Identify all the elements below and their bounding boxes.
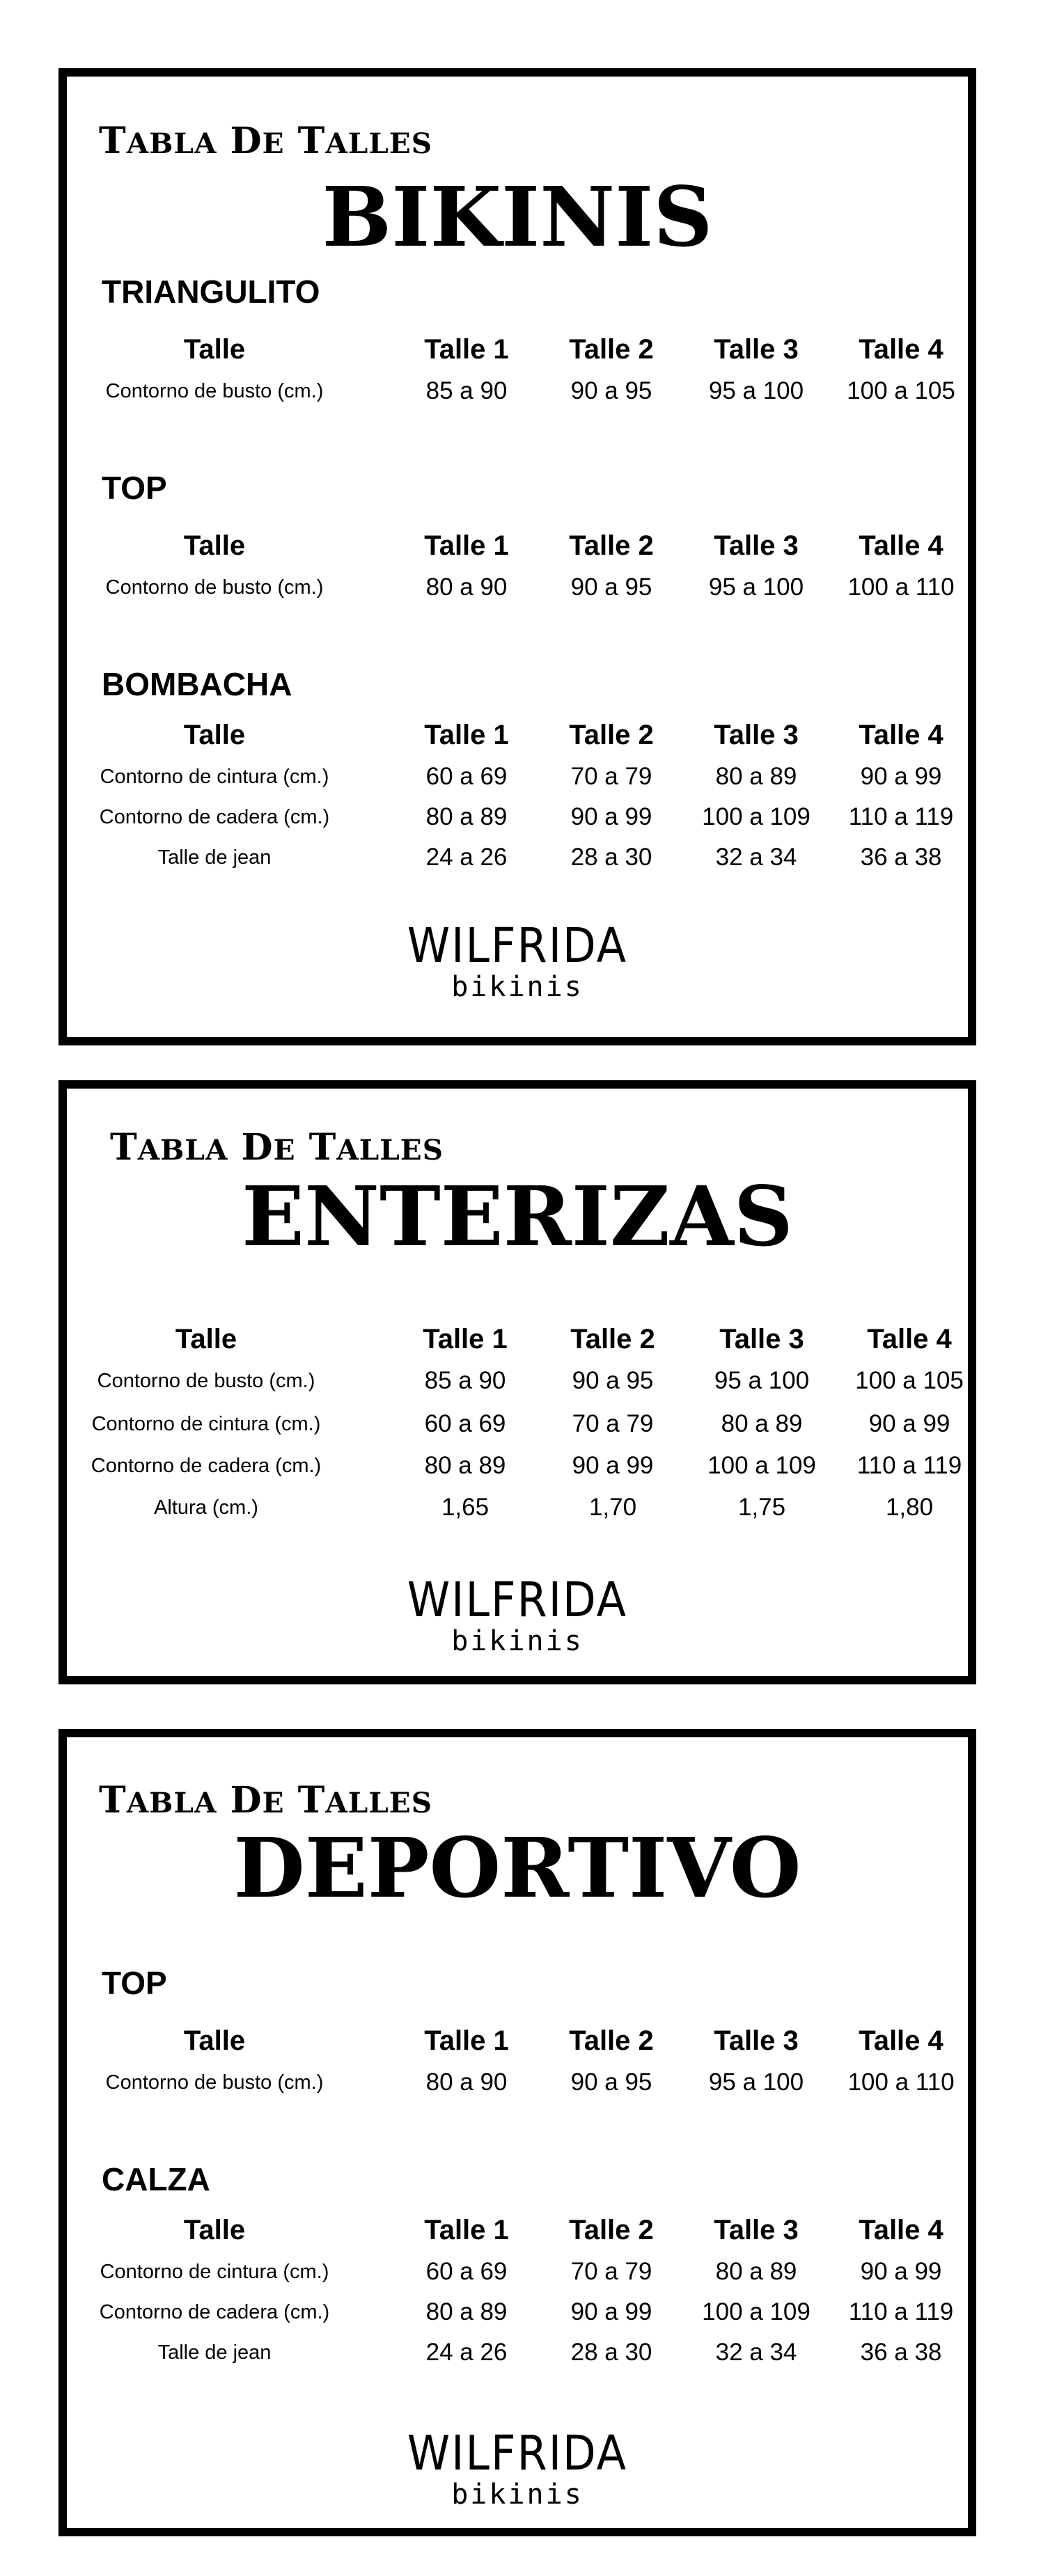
row-label: Contorno de cadera (cm.) bbox=[99, 806, 330, 828]
header-talle: Talle bbox=[183, 2215, 246, 2245]
section-title: BOMBACHA bbox=[102, 666, 292, 702]
row-value: 80 a 90 bbox=[425, 574, 508, 601]
header-talle-4: Talle 4 bbox=[859, 530, 944, 561]
row-value: 90 a 95 bbox=[570, 574, 652, 601]
header-talle-3: Talle 3 bbox=[714, 720, 799, 750]
header-talle-3: Talle 3 bbox=[714, 334, 799, 365]
row-value: 100 a 109 bbox=[707, 1452, 816, 1479]
kicker-title: TABLA DE TALLES bbox=[99, 1779, 432, 1822]
row-label: Altura (cm.) bbox=[154, 1496, 258, 1519]
header-talle-1: Talle 1 bbox=[424, 2025, 509, 2056]
row-value: 24 a 26 bbox=[425, 2339, 508, 2366]
header-talle-4: Talle 4 bbox=[867, 1324, 952, 1354]
row-value: 90 a 95 bbox=[570, 2069, 652, 2096]
size-chart-bikinis bbox=[58, 68, 976, 1045]
panel-title: BIKINIS bbox=[322, 168, 713, 265]
row-value: 80 a 89 bbox=[721, 1410, 803, 1437]
row-value: 90 a 95 bbox=[572, 1367, 654, 1394]
header-talle-4: Talle 4 bbox=[859, 2215, 944, 2245]
logo-name: WILFRIDA bbox=[407, 1572, 628, 1628]
section-title: CALZA bbox=[102, 2161, 210, 2197]
row-value: 80 a 89 bbox=[424, 1452, 506, 1479]
header-talle-1: Talle 1 bbox=[423, 1324, 508, 1354]
row-label: Contorno de busto (cm.) bbox=[97, 1370, 315, 1392]
row-value: 70 a 79 bbox=[570, 763, 652, 790]
panel-title: DEPORTIVO bbox=[233, 1819, 801, 1916]
section-title: TOP bbox=[102, 470, 167, 506]
header-talle-3: Talle 3 bbox=[714, 530, 799, 561]
row-value: 1,65 bbox=[441, 1494, 490, 1521]
row-value: 80 a 90 bbox=[425, 2069, 508, 2096]
row-value: 32 a 34 bbox=[715, 2339, 797, 2366]
header-talle: Talle bbox=[183, 2025, 246, 2056]
row-value: 24 a 26 bbox=[425, 844, 508, 871]
row-value: 85 a 90 bbox=[424, 1367, 506, 1394]
row-value: 85 a 90 bbox=[425, 377, 508, 404]
row-value: 90 a 99 bbox=[860, 2258, 942, 2285]
wilfrida-logo bbox=[67, 2425, 968, 2511]
row-label: Contorno de cintura (cm.) bbox=[100, 2261, 329, 2283]
row-label: Talle de jean bbox=[157, 2341, 272, 2364]
row-value: 90 a 95 bbox=[570, 377, 652, 404]
row-value: 110 a 119 bbox=[856, 1452, 962, 1479]
row-value: 36 a 38 bbox=[860, 844, 942, 871]
header-talle-2: Talle 2 bbox=[569, 334, 654, 365]
row-label: Contorno de cintura (cm.) bbox=[91, 1413, 321, 1435]
size-chart-enterizas bbox=[58, 1080, 976, 1684]
row-value: 80 a 89 bbox=[425, 2298, 508, 2325]
row-value: 1,70 bbox=[588, 1494, 637, 1521]
row-value: 36 a 38 bbox=[860, 2339, 942, 2366]
header-talle-3: Talle 3 bbox=[719, 1324, 804, 1354]
wilfrida-logo bbox=[67, 917, 968, 1003]
row-value: 60 a 69 bbox=[425, 763, 508, 790]
row-value: 80 a 89 bbox=[425, 803, 508, 830]
row-value: 70 a 79 bbox=[572, 1410, 654, 1437]
row-value: 90 a 99 bbox=[570, 803, 652, 830]
header-talle-1: Talle 1 bbox=[424, 720, 509, 750]
header-talle-2: Talle 2 bbox=[569, 2025, 654, 2056]
row-value: 100 a 110 bbox=[847, 2069, 955, 2096]
row-value: 80 a 89 bbox=[715, 763, 797, 790]
header-talle: Talle bbox=[183, 530, 246, 561]
logo-name: WILFRIDA bbox=[407, 917, 628, 974]
row-label: Contorno de cadera (cm.) bbox=[99, 2301, 330, 2323]
row-value: 80 a 89 bbox=[715, 2258, 797, 2285]
row-value: 28 a 30 bbox=[570, 844, 652, 871]
section-title: TRIANGULITO bbox=[102, 274, 320, 310]
row-value: 100 a 110 bbox=[847, 574, 955, 601]
row-value: 95 a 100 bbox=[714, 1367, 810, 1394]
row-value: 32 a 34 bbox=[715, 844, 797, 871]
header-talle: Talle bbox=[175, 1324, 237, 1354]
row-value: 70 a 79 bbox=[570, 2258, 652, 2285]
kicker-title: TABLA DE TALLES bbox=[110, 1126, 444, 1169]
header-talle-1: Talle 1 bbox=[424, 530, 509, 561]
row-value: 90 a 99 bbox=[860, 763, 942, 790]
size-chart-deportivo bbox=[58, 1729, 976, 2536]
header-talle-4: Talle 4 bbox=[859, 720, 944, 750]
row-label: Contorno de busto (cm.) bbox=[105, 2071, 324, 2094]
header-talle-2: Talle 2 bbox=[570, 1324, 655, 1354]
row-label: Contorno de cadera (cm.) bbox=[91, 1455, 322, 1477]
row-value: 95 a 100 bbox=[708, 574, 804, 601]
row-label: Contorno de busto (cm.) bbox=[105, 380, 324, 402]
row-value: 1,80 bbox=[885, 1494, 934, 1521]
kicker-title: TABLA DE TALLES bbox=[99, 120, 432, 162]
row-value: 100 a 109 bbox=[702, 2298, 811, 2325]
row-label: Contorno de busto (cm.) bbox=[105, 576, 324, 599]
section-title: TOP bbox=[102, 1965, 167, 2001]
row-value: 100 a 105 bbox=[855, 1367, 964, 1394]
logo-sub: bikinis bbox=[451, 971, 584, 1003]
header-talle-2: Talle 2 bbox=[569, 530, 654, 561]
logo-sub: bikinis bbox=[451, 1625, 584, 1657]
logo-sub: bikinis bbox=[451, 2479, 584, 2511]
logo-name: WILFRIDA bbox=[407, 2425, 628, 2481]
header-talle-4: Talle 4 bbox=[859, 334, 944, 365]
row-value: 90 a 99 bbox=[868, 1410, 950, 1437]
row-label: Talle de jean bbox=[157, 846, 272, 869]
header-talle-3: Talle 3 bbox=[714, 2215, 799, 2245]
panel-title: ENTERIZAS bbox=[242, 1168, 793, 1265]
wilfrida-logo bbox=[67, 1574, 968, 1657]
header-talle-1: Talle 1 bbox=[424, 2215, 509, 2245]
header-talle-2: Talle 2 bbox=[569, 720, 654, 750]
header-talle: Talle bbox=[183, 720, 246, 750]
header-talle-3: Talle 3 bbox=[714, 2025, 799, 2056]
row-value: 60 a 69 bbox=[424, 1410, 506, 1437]
header-talle-1: Talle 1 bbox=[424, 334, 509, 365]
row-value: 90 a 99 bbox=[572, 1452, 654, 1479]
row-label: Contorno de cintura (cm.) bbox=[100, 766, 329, 788]
row-value: 95 a 100 bbox=[708, 2069, 804, 2096]
row-value: 90 a 99 bbox=[570, 2298, 652, 2325]
row-value: 110 a 119 bbox=[848, 803, 954, 830]
header-talle-4: Talle 4 bbox=[859, 2025, 944, 2056]
row-value: 28 a 30 bbox=[570, 2339, 652, 2366]
row-value: 60 a 69 bbox=[425, 2258, 508, 2285]
header-talle-2: Talle 2 bbox=[569, 2215, 654, 2245]
row-value: 100 a 105 bbox=[847, 377, 955, 404]
row-value: 95 a 100 bbox=[708, 377, 804, 404]
row-value: 1,75 bbox=[737, 1494, 786, 1521]
row-value: 110 a 119 bbox=[848, 2298, 954, 2325]
header-talle: Talle bbox=[183, 334, 246, 365]
row-value: 100 a 109 bbox=[702, 803, 811, 830]
